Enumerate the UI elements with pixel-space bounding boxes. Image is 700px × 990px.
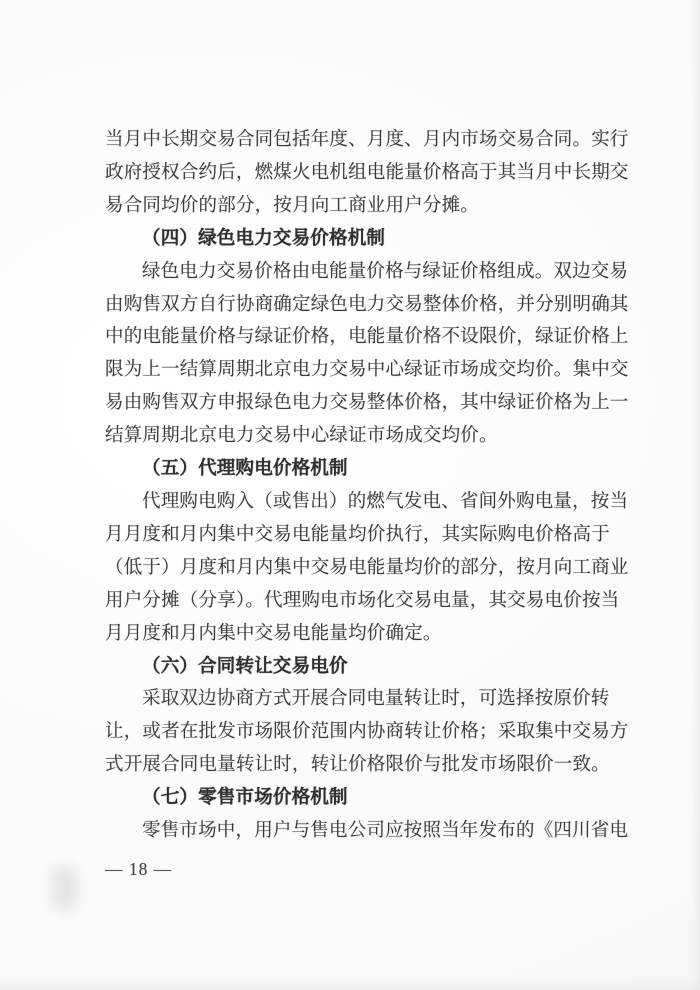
document-content [105,124,650,848]
text-line: （低于）月度和月内集中交易电能量均价的部分，按月向工商业 [105,557,629,578]
scan-artifact [52,866,78,910]
text-line: 中的电能量价格与绿证价格，电能量价格不设限价，绿证价格上 [105,327,629,348]
text-line: 式开展合同电量转让时，转让价格限价与批发市场限价一致。 [105,755,610,776]
text-line: 当月中长期交易合同包括年度、月度、月内市场交易合同。实行 [105,130,629,150]
section-heading-four: （四）绿色电力交易价格机制 [142,228,386,249]
text-line: 零售市场中，用户与售电公司应按照当年发布的《四川省电 [142,821,629,842]
text-line: 绿色电力交易价格由电能量价格与绿证价格组成。双边交易 [142,261,629,282]
text-line: 限为上一结算周期北京电力交易中心绿证市场成交均价。集中交 [105,360,629,381]
text-line: 易合同均价的部分，按月向工商业用户分摊。 [105,195,480,216]
text-line: 月月度和月内集中交易电能量均价确定。 [105,623,442,644]
text-line: 代理购电购入（或售出）的燃气发电、省间外购电量，按当 [142,491,629,512]
text-line: 用户分摊（分享）。代理购电市场化交易电量，其交易电价按当 [105,590,620,611]
scan-artifact [690,0,700,990]
text-line: 易由购售双方申报绿色电力交易整体价格，其中绿证价格为上一 [105,393,629,414]
page-number: — 18 — [105,859,173,879]
text-line: 政府授权合约后，燃煤火电机组电能量价格高于其当月中长期交 [105,162,629,183]
scan-artifact [0,976,700,990]
text-line: 结算周期北京电力交易中心绿证市场成交均价。 [105,426,498,447]
text-line: 让，或者在批发市场限价范围内协商转让价格；采取集中交易方 [105,722,629,743]
section-heading-five: （五）代理购电价格机制 [142,459,348,480]
text-line: 由购售双方自行协商确定绿色电力交易整体价格，并分别明确其 [105,294,629,315]
text-line: 月月度和月内集中交易电能量均价执行，其实际购电价格高于 [105,524,610,545]
text-line: 采取双边协商方式开展合同电量转让时，可选择按原价转 [142,689,610,710]
section-heading-six: （六）合同转让交易电价 [142,656,348,677]
section-heading-seven: （七）零售市场价格机制 [142,788,348,809]
